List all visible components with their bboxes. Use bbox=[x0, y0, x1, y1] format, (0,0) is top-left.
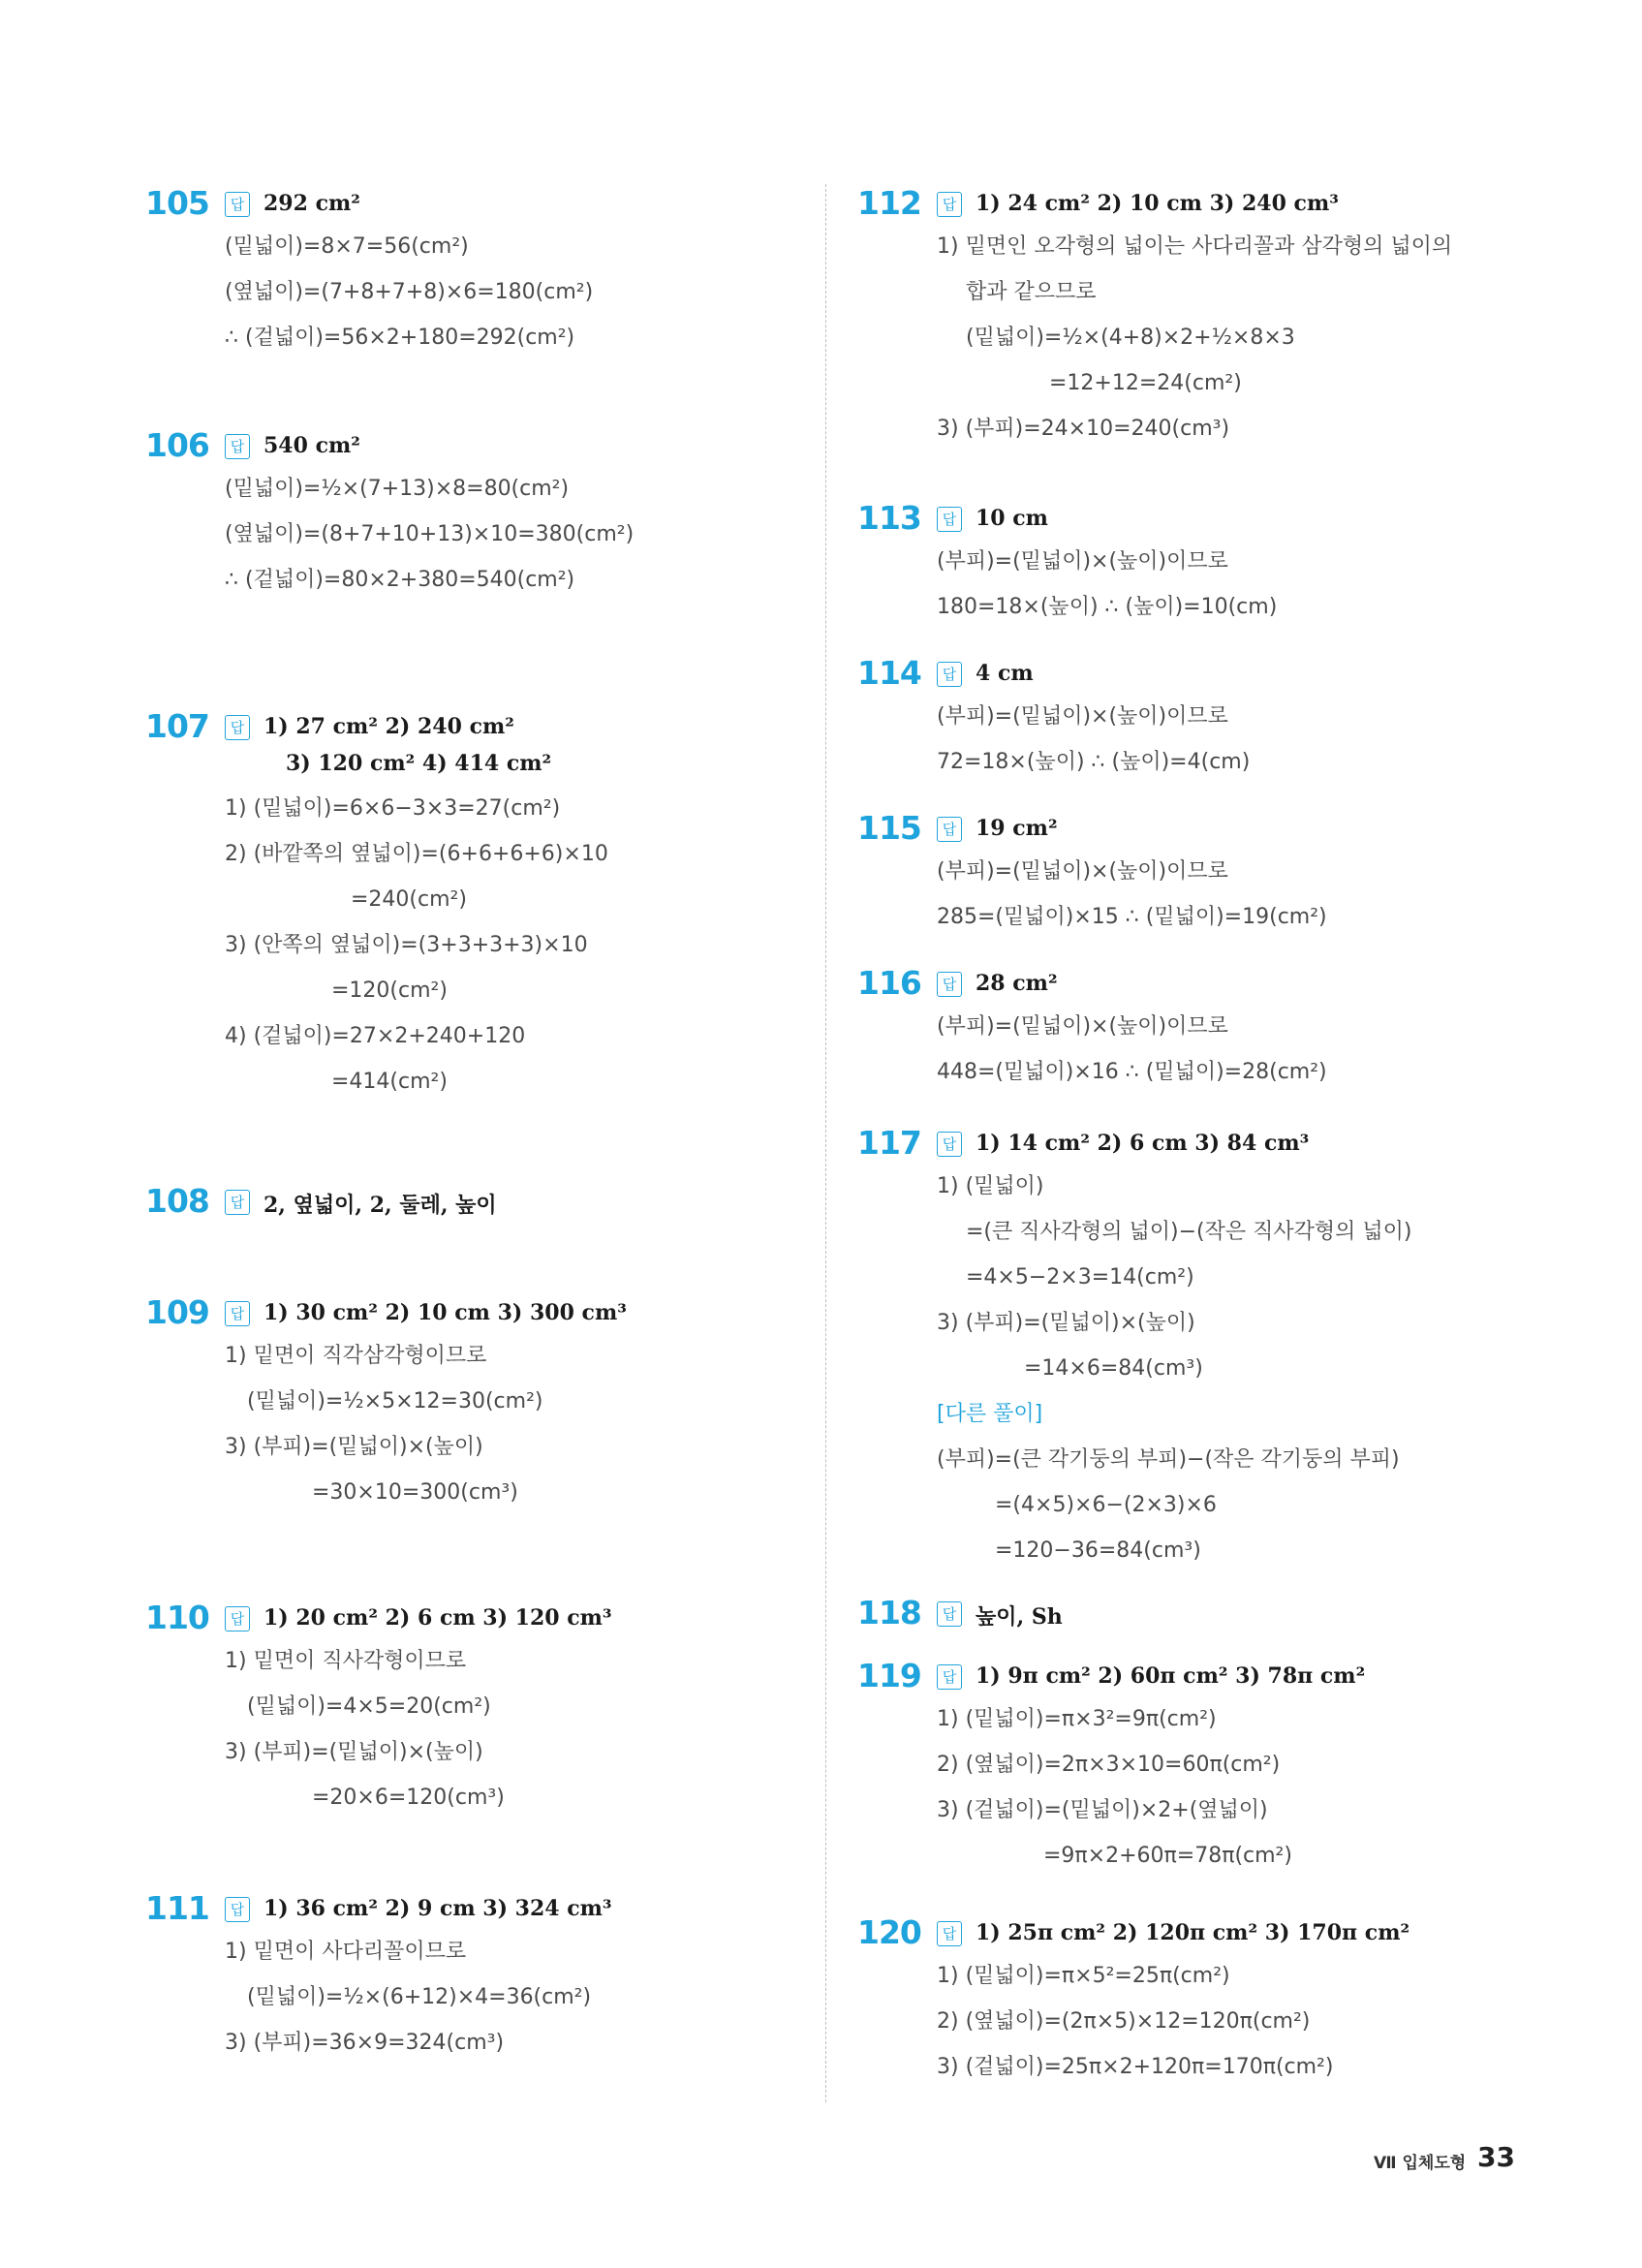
answer-text: 1) 14 cm² 2) 6 cm 3) 84 cm³ bbox=[976, 1131, 1310, 1156]
answer-text: 4 cm bbox=[976, 661, 1034, 686]
answer-text: 1) 30 cm² 2) 10 cm 3) 300 cm³ bbox=[263, 1300, 627, 1325]
solution-line: 3) (겉넓이)=25π×2+120π=170π(cm²) bbox=[937, 2055, 1334, 2079]
solution-line: 3) (겉넓이)=(밑넓이)×2+(옆넓이) bbox=[937, 1798, 1268, 1822]
problem-number: 112 bbox=[857, 184, 921, 222]
problem-number: 110 bbox=[145, 1599, 209, 1636]
answer-badge: 답 bbox=[937, 1921, 962, 1946]
answer-badge: 답 bbox=[937, 1601, 962, 1627]
solution-line: [다른 풀이] bbox=[937, 1402, 1043, 1426]
chapter-label: Ⅶ 입체도형 bbox=[1374, 2154, 1467, 2173]
solution-line: (밑넓이)=½×(6+12)×4=36(cm²) bbox=[247, 1985, 592, 2009]
problem-number: 117 bbox=[857, 1124, 921, 1162]
solution-line: 1) 밑면인 오각형의 넓이는 사다리꼴과 삼각형의 넓이의 bbox=[937, 234, 1453, 259]
solution-line: ∴ (겉넓이)=80×2+380=540(cm²) bbox=[225, 568, 575, 592]
problem-number: 120 bbox=[857, 1913, 921, 1951]
solution-line: =4×5−2×3=14(cm²) bbox=[966, 1265, 1194, 1289]
solution-line: 3) (부피)=24×10=240(cm³) bbox=[937, 417, 1230, 441]
solution-line: (밑넓이)=4×5=20(cm²) bbox=[247, 1694, 491, 1719]
answer-text: 1) 24 cm² 2) 10 cm 3) 240 cm³ bbox=[976, 191, 1339, 216]
solution-line: =414(cm²) bbox=[331, 1070, 448, 1094]
solution-line: 1) (밑넓이)=6×6−3×3=27(cm²) bbox=[225, 796, 561, 821]
column-divider bbox=[825, 184, 826, 2102]
solution-line: =14×6=84(cm³) bbox=[1024, 1356, 1203, 1381]
answer-text: 1) 9π cm² 2) 60π cm² 3) 78π cm² bbox=[976, 1663, 1366, 1689]
problem-number: 119 bbox=[857, 1657, 921, 1694]
solution-line: (부피)=(밑넓이)×(높이)이므로 bbox=[937, 1014, 1228, 1039]
answer-text: 2, 옆넓이, 2, 둘레, 높이 bbox=[263, 1193, 497, 1218]
answer-text: 1) 25π cm² 2) 120π cm² 3) 170π cm² bbox=[976, 1920, 1410, 1945]
answer-badge: 답 bbox=[225, 1301, 250, 1326]
solution-line: (부피)=(밑넓이)×(높이)이므로 bbox=[937, 549, 1228, 574]
solution-line: 1) (밑넓이)=π×5²=25π(cm²) bbox=[937, 1964, 1230, 1988]
solution-line: =9π×2+60π=78π(cm²) bbox=[1043, 1844, 1292, 1868]
solution-line: 3) (부피)=(밑넓이)×(높이) bbox=[937, 1311, 1195, 1335]
solution-line: (부피)=(밑넓이)×(높이)이므로 bbox=[937, 859, 1228, 884]
answer-badge: 답 bbox=[937, 972, 962, 997]
solution-line: 3) (부피)=(밑넓이)×(높이) bbox=[225, 1435, 483, 1459]
answer-badge: 답 bbox=[225, 1190, 250, 1215]
answer-badge: 답 bbox=[937, 817, 962, 842]
solution-line: =(4×5)×6−(2×3)×6 bbox=[995, 1493, 1217, 1517]
solution-line: (밑넓이)=½×(4+8)×2+½×8×3 bbox=[966, 326, 1295, 350]
solution-line: 2) (옆넓이)=2π×3×10=60π(cm²) bbox=[937, 1753, 1281, 1777]
solution-line: 2) (옆넓이)=(2π×5)×12=120π(cm²) bbox=[937, 2009, 1311, 2034]
solution-line: (밑넓이)=½×(7+13)×8=80(cm²) bbox=[225, 477, 570, 501]
answer-text: 28 cm² bbox=[976, 971, 1058, 996]
solution-line: (옆넓이)=(7+8+7+8)×6=180(cm²) bbox=[225, 280, 594, 304]
answer-text: 292 cm² bbox=[263, 191, 360, 216]
answer-badge: 답 bbox=[225, 434, 250, 459]
problem-number: 114 bbox=[857, 654, 921, 692]
solution-line: 3) (안쪽의 옆넓이)=(3+3+3+3)×10 bbox=[225, 933, 588, 957]
solution-line: =12+12=24(cm²) bbox=[1049, 371, 1242, 395]
solution-line: (부피)=(밑넓이)×(높이)이므로 bbox=[937, 704, 1228, 729]
problem-number: 111 bbox=[145, 1889, 209, 1927]
answer-text: 높이, Sh bbox=[976, 1604, 1063, 1630]
problem-number: 113 bbox=[857, 499, 921, 537]
solution-line: 180=18×(높이) ∴ (높이)=10(cm) bbox=[937, 595, 1278, 619]
problem-number: 118 bbox=[857, 1594, 921, 1631]
answer-badge: 답 bbox=[937, 192, 962, 217]
solution-line: (밑넓이)=8×7=56(cm²) bbox=[225, 234, 469, 259]
solution-line: 1) (밑넓이) bbox=[937, 1174, 1044, 1198]
solution-line: 1) 밑면이 직각삼각형이므로 bbox=[225, 1344, 487, 1368]
solution-line: 3) (부피)=(밑넓이)×(높이) bbox=[225, 1740, 483, 1764]
solution-line: =240(cm²) bbox=[351, 887, 467, 912]
page-number: 33 bbox=[1477, 2141, 1515, 2173]
answer-text: 540 cm² bbox=[263, 433, 360, 458]
solution-line: =120−36=84(cm³) bbox=[995, 1538, 1201, 1563]
solution-line: 1) (밑넓이)=π×3²=9π(cm²) bbox=[937, 1707, 1217, 1731]
solution-line: ∴ (겉넓이)=56×2+180=292(cm²) bbox=[225, 326, 575, 350]
answer-badge: 답 bbox=[225, 1897, 250, 1922]
answer-badge: 답 bbox=[937, 1132, 962, 1157]
answer-text: 10 cm bbox=[976, 506, 1048, 531]
answer-badge: 답 bbox=[937, 1664, 962, 1690]
solution-line: (부피)=(큰 각기둥의 부피)−(작은 각기둥의 부피) bbox=[937, 1447, 1400, 1472]
answer-badge: 답 bbox=[225, 715, 250, 740]
problem-number: 115 bbox=[857, 809, 921, 847]
solution-line: (옆넓이)=(8+7+10+13)×10=380(cm²) bbox=[225, 522, 635, 546]
answer-text: 19 cm² bbox=[976, 816, 1058, 841]
solution-line: =30×10=300(cm³) bbox=[312, 1480, 518, 1505]
solution-line: 285=(밑넓이)×15 ∴ (밑넓이)=19(cm²) bbox=[937, 905, 1327, 929]
answer-badge: 답 bbox=[937, 507, 962, 532]
problem-number: 108 bbox=[145, 1182, 209, 1220]
solution-line: 2) (바깥쪽의 옆넓이)=(6+6+6+6)×10 bbox=[225, 842, 608, 866]
problem-number: 109 bbox=[145, 1293, 209, 1331]
answer-text-continued: 3) 120 cm² 4) 414 cm² bbox=[286, 751, 552, 776]
problem-number: 107 bbox=[145, 707, 209, 745]
solution-line: 합과 같으므로 bbox=[966, 280, 1097, 304]
solution-line: =120(cm²) bbox=[331, 979, 448, 1003]
solution-line: 1) 밑면이 사다리꼴이므로 bbox=[225, 1940, 467, 1964]
answer-text: 1) 27 cm² 2) 240 cm² bbox=[263, 714, 514, 739]
problem-number: 116 bbox=[857, 964, 921, 1002]
solution-line: 3) (부피)=36×9=324(cm³) bbox=[225, 2031, 505, 2055]
answer-badge: 답 bbox=[225, 1606, 250, 1631]
answer-text: 1) 20 cm² 2) 6 cm 3) 120 cm³ bbox=[263, 1605, 612, 1631]
solution-line: =20×6=120(cm³) bbox=[312, 1786, 505, 1810]
solution-line: 72=18×(높이) ∴ (높이)=4(cm) bbox=[937, 750, 1251, 774]
answer-badge: 답 bbox=[225, 192, 250, 217]
solution-line: 448=(밑넓이)×16 ∴ (밑넓이)=28(cm²) bbox=[937, 1060, 1327, 1084]
solution-line: 4) (겉넓이)=27×2+240+120 bbox=[225, 1024, 526, 1048]
problem-number: 106 bbox=[145, 426, 209, 464]
solution-line: =(큰 직사각형의 넓이)−(작은 직사각형의 넓이) bbox=[966, 1220, 1412, 1244]
solution-line: (밑넓이)=½×5×12=30(cm²) bbox=[247, 1389, 543, 1414]
answer-badge: 답 bbox=[937, 662, 962, 687]
problem-number: 105 bbox=[145, 184, 209, 222]
answer-text: 1) 36 cm² 2) 9 cm 3) 324 cm³ bbox=[263, 1896, 612, 1921]
solution-line: 1) 밑면이 직사각형이므로 bbox=[225, 1649, 467, 1673]
